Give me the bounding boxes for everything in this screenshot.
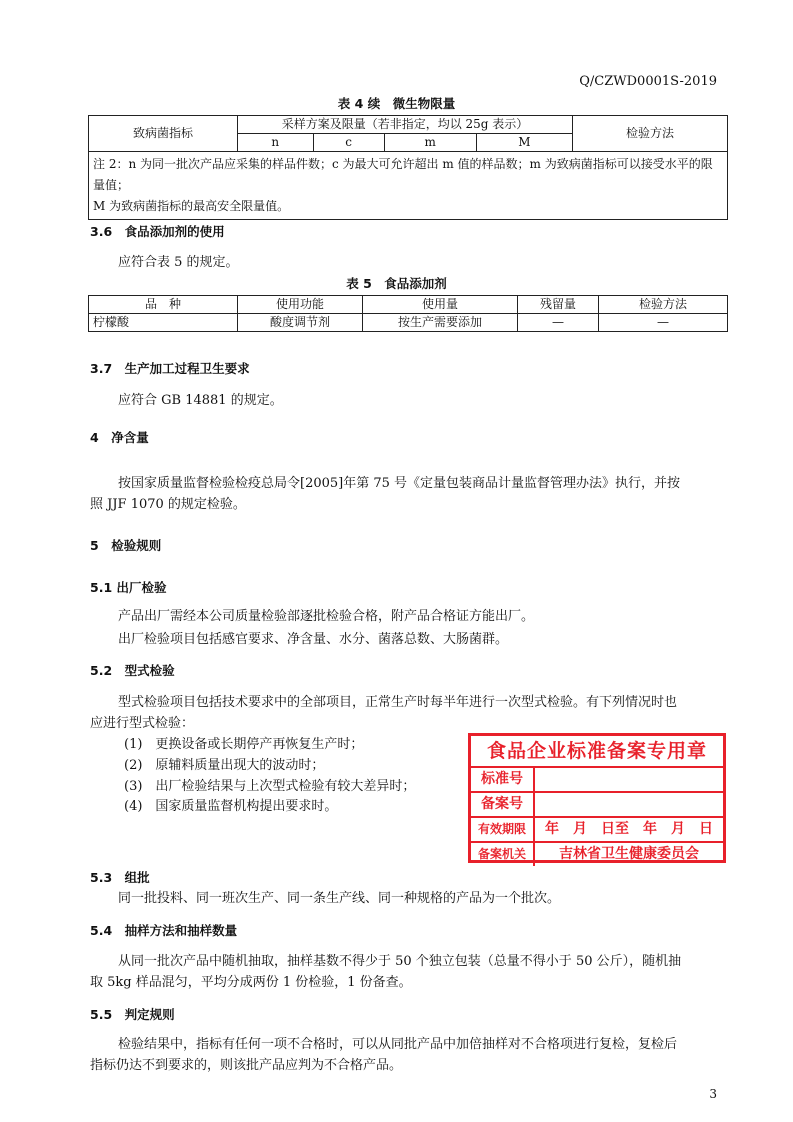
t4-note-line2: M 为致病菌指标的最高安全限量值。 <box>93 199 290 213</box>
section-4-heading: 4 净含量 <box>90 430 149 445</box>
section-5-heading: 5 检验规则 <box>90 538 162 553</box>
section-5-5-p1: 检验结果中，指标有任何一项不合格时，可以从同批产品中加倍抽样对不合格项进行复检，复检后 <box>118 1037 678 1052</box>
list-item: (3) 出厂检验结果与上次型式检验有较大差异时； <box>124 779 416 794</box>
stamp-row <box>471 843 723 866</box>
filing-stamp <box>468 733 726 863</box>
t5-h2: 使用量 <box>363 296 518 314</box>
t5-cell: 按生产需要添加 <box>363 314 518 332</box>
section-5-1-heading: 5.1 出厂检验 <box>90 580 167 595</box>
t5-h1: 使用功能 <box>238 296 363 314</box>
page-number: 3 <box>709 1087 717 1101</box>
section-4-p1: 按国家质量监督检验检疫总局令[2005]年第 75 号《定量包装商品计量监督管理办法》执行，并按 <box>118 476 681 491</box>
stamp-label: 有效期限 <box>471 818 535 841</box>
t4-sub-c: c <box>313 134 384 152</box>
table5-caption: 表 5 食品添加剂 <box>346 276 447 291</box>
t4-sub-m: m <box>384 134 476 152</box>
list-item: (2) 原辅料质量出现大的波动时； <box>124 758 325 773</box>
stamp-label: 备案号 <box>471 793 535 816</box>
t4-note <box>89 152 728 220</box>
stamp-label: 标准号 <box>471 768 535 791</box>
t5-h0: 品 种 <box>89 296 238 314</box>
section-3-6-text: 应符合表 5 的规定。 <box>118 255 239 270</box>
list-item: (1) 更换设备或长期停产再恢复生产时； <box>124 737 364 752</box>
section-3-6-heading: 3.6 食品添加剂的使用 <box>90 224 225 239</box>
t4-sub-M: M <box>476 134 572 152</box>
section-5-4-heading: 5.4 抽样方法和抽样数量 <box>90 923 238 938</box>
stamp-value <box>535 768 723 791</box>
t5-h3: 残留量 <box>518 296 599 314</box>
t4-sub-n: n <box>238 134 314 152</box>
stamp-row <box>471 818 723 843</box>
section-5-1-p2: 出厂检验项目包括感官要求、净含量、水分、菌落总数、大肠菌群。 <box>118 632 509 647</box>
table5 <box>88 295 728 332</box>
t5-cell: — <box>518 314 599 332</box>
t4-note-line1: 注 2：n 为同一批次产品应采集的样品件数；c 为最大可允许超出 m 值的样品数；m 为致病菌指标可以接受水平的限量值； <box>93 157 713 192</box>
t4-col-sampling: 采样方案及限量（若非指定，均以 25g 表示） <box>238 116 573 134</box>
list-item: (4) 国家质量监督机构提出要求时。 <box>124 799 338 814</box>
stamp-title: 食品企业标准备案专用章 <box>471 736 723 768</box>
stamp-label: 备案机关 <box>471 843 535 866</box>
t5-h4: 检验方法 <box>599 296 728 314</box>
section-4-p2: 照 JJF 1070 的规定检验。 <box>90 497 246 512</box>
stamp-row <box>471 768 723 793</box>
stamp-value: 年 月 日至 年 月 日 <box>545 821 713 837</box>
section-5-2-p1: 型式检验项目包括技术要求中的全部项目，正常生产时每半年进行一次型式检验。有下列情况时也 <box>118 695 678 710</box>
section-5-1-p1: 产品出厂需经本公司质量检验部逐批检验合格，附产品合格证方能出厂。 <box>118 609 535 624</box>
section-5-5-p2: 指标仍达不到要求的，则该批产品应判为不合格产品。 <box>90 1058 403 1073</box>
section-5-2-heading: 5.2 型式检验 <box>90 663 175 678</box>
stamp-row <box>471 793 723 818</box>
stamp-value: 吉林省卫生健康委员会 <box>559 846 699 862</box>
t4-col-method: 检验方法 <box>573 116 728 152</box>
t5-cell: — <box>599 314 728 332</box>
section-5-2-p2: 应进行型式检验： <box>90 716 195 731</box>
t5-cell: 酸度调节剂 <box>238 314 363 332</box>
table4-caption: 表 4 续 微生物限量 <box>337 96 456 111</box>
section-5-5-heading: 5.5 判定规则 <box>90 1007 175 1022</box>
table-row <box>89 314 728 332</box>
section-5-4-p1: 从同一批次产品中随机抽取，抽样基数不得少于 50 个独立包装（总量不得小于 50 公斤），随机抽 <box>118 954 682 969</box>
section-3-7-text: 应符合 GB 14881 的规定。 <box>118 393 283 408</box>
table4 <box>88 115 728 220</box>
t5-cell: 柠檬酸 <box>89 314 238 332</box>
section-5-3-text: 同一批投料、同一班次生产、同一条生产线、同一种规格的产品为一个批次。 <box>118 891 561 906</box>
section-3-7-heading: 3.7 生产加工过程卫生要求 <box>90 361 250 376</box>
section-5-4-p2: 取 5kg 样品混匀，平均分成两份 1 份检验，1 份备查。 <box>90 975 412 990</box>
stamp-value <box>535 793 723 816</box>
t4-col-pathogen: 致病菌指标 <box>89 116 238 152</box>
section-5-3-heading: 5.3 组批 <box>90 870 150 885</box>
standard-code: Q/CZWD0001S-2019 <box>579 74 717 89</box>
